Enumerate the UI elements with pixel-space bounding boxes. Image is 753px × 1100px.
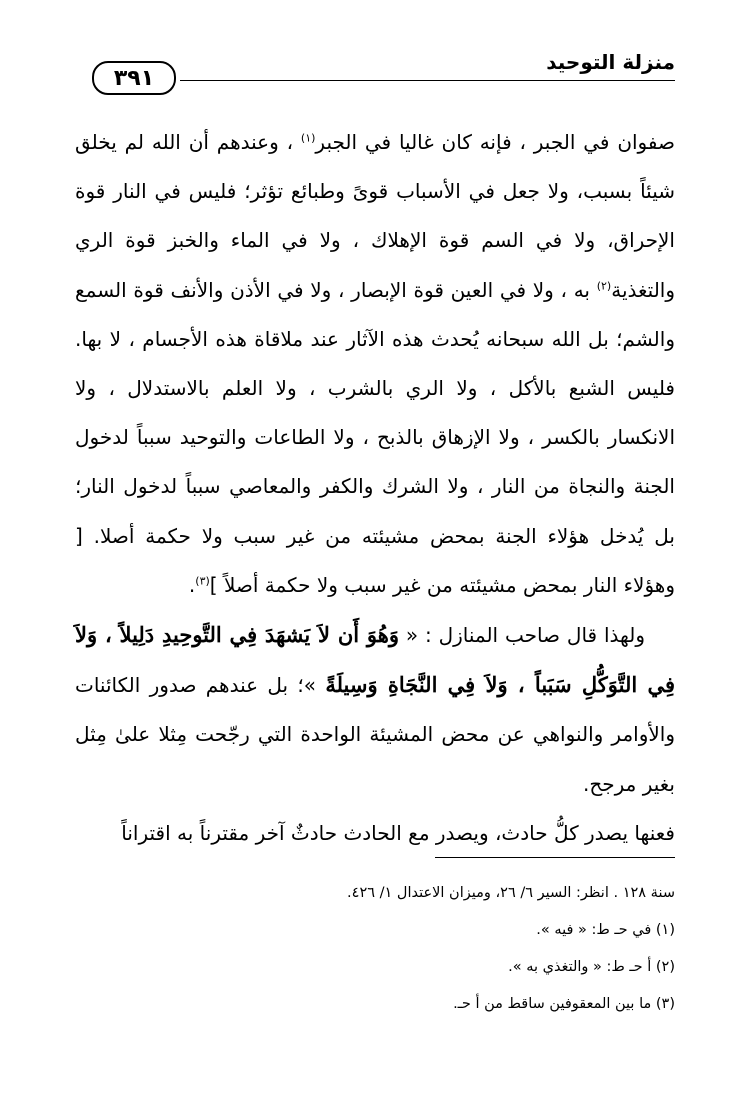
page-number: ٣٩١ [92, 61, 176, 95]
running-title: منزلة التوحيد [546, 50, 675, 74]
paragraph-1 [75, 118, 675, 610]
footnote-separator [435, 857, 675, 858]
footnote-continuation: سنة ١٢٨ . انظر: السير ٦/ ٢٦، وميزان الاعتدال ١/ ٤٢٦. [347, 885, 675, 901]
paragraph-3 [75, 809, 675, 858]
footnote-1: (١) في حـ ط: « فيه ». [536, 922, 675, 938]
paragraph-1-part-d: . [188, 572, 196, 597]
header-rule [180, 80, 675, 81]
quoted-text: وَهُوَ أَن لاَ يَشهَدَ فِي التَّوحِيدِ دَلِيلاً ، وَلاَ فِي التَّوَكُّلِ سَبَباً ، وَلاَ فِي النَّجَاةِ وَسِيلَةً [75, 622, 675, 698]
footnote-2: (٢) أ حـ ط: « والتغذي به ». [508, 959, 675, 975]
footnote-ref-1: (١) [300, 131, 316, 145]
page-header [92, 44, 675, 91]
paragraph-2 [75, 610, 675, 809]
footnotes [75, 875, 675, 1023]
paragraph-1-part-c: به ، ولا في العين قوة الإبصار ، ولا في الأذن والأنف قوة السمع والشم؛ بل الله سبحانه يُحدث هذه الآثار عند ملاقاة هذه الأجسام ، لا بها. فليس الشبع بالأكل ، ولا الري بالشرب ، ولا العلم بالاستدلال ، ولا الانكسار بالكسر ، ولا الإزهاق بالذبح ، ولا الطاعات والتوحيد سبباً لدخول الجنة والنجاة من النار ، ولا الشرك والكفر والمعاصي سبباً لدخول النار؛ بل يُدخل هؤلاء الجنة بمحض مشيئته من غير سبب ولا حكمة أصلا. [ وهؤلاء النار بمحض مشيئته من غير سبب ولا حكمة أصلاً ] [75, 277, 675, 597]
main-text [75, 118, 675, 858]
paragraph-3-text: فعنها يصدر كلُّ حادث، ويصدر مع الحادث حادثٌ آخر مقترناً به اقتراناً [121, 820, 675, 845]
footnote-ref-2: (٢) [596, 278, 612, 292]
paragraph-1-part-a: صفوان في الجبر ، فإنه كان غاليا في الجبر [315, 130, 675, 154]
footnote-ref-3: (٣) [195, 574, 210, 588]
paragraph-1-part-b: ، وعندهم أن الله لم يخلق شيئاً بسبب، ولا جعل في الأسباب قوىً وطبائع تؤثر؛ فليس في النار قوة الإحراق، ولا في السم قوة الإهلاك ، ولا في الماء والخبز قوة الري والتغذية [75, 130, 675, 302]
paragraph-2-part-a: ولهذا قال صاحب المنازل : « [398, 623, 645, 648]
footnote-3: (٣) ما بين المعقوفين ساقط من أ حـ. [453, 996, 675, 1012]
paragraph-2-part-b: »؛ بل عندهم صدور الكائنات والأوامر والنواهي عن محض المشيئة الواحدة التي رجّحت مِثلا علىٰ مِثل بغير مرجح. [75, 673, 675, 796]
